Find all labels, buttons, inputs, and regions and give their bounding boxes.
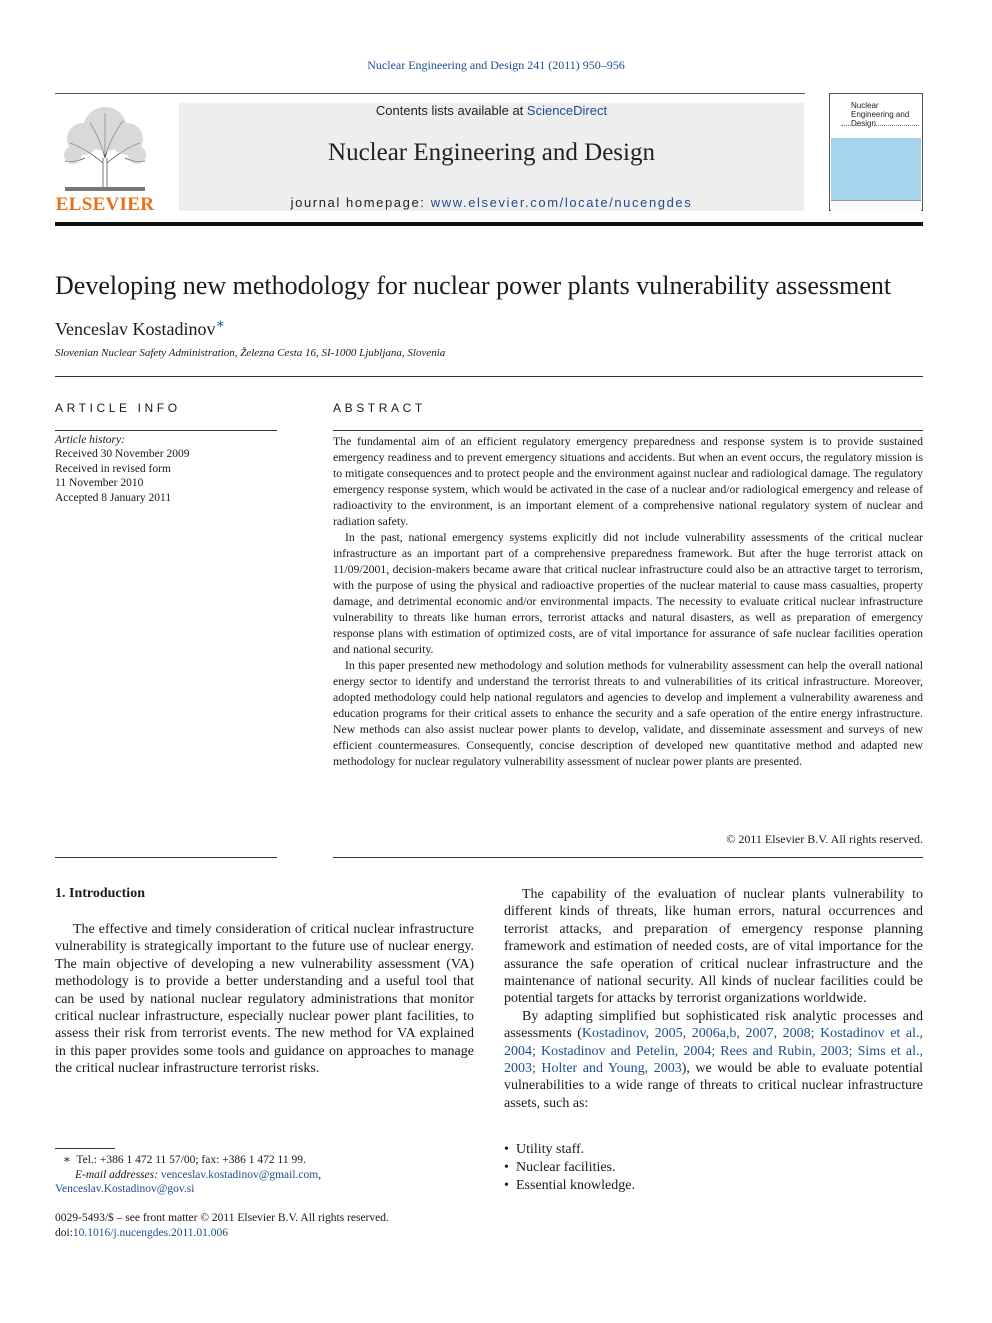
citation-links[interactable]: Kostadinov, 2005, 2006a,b, 2007, 2008; Kostadinov et al., 2004; Kostadinov and Petelin, 2004; Rees and Rubin, 2003; Sims et al., 2003; Holter and Young, 2003 [504, 1026, 923, 1077]
cover-image [831, 138, 921, 200]
cover-subtitle-rule [841, 125, 919, 129]
cover-title: Nuclear Engineering and Design [851, 101, 910, 128]
cover-footer [831, 200, 921, 211]
right-column-text [504, 886, 923, 1112]
issn-line: 0029-5493/$ – see front matter © 2011 Elsevier B.V. All rights reserved. [55, 1212, 389, 1224]
author-line [55, 316, 225, 340]
abstract-paragraph: In this paper presented new methodology and solution methods for vulnerability assessment can help the overall national energy sector to identify and understand the terrorist threats to and vulnerabilities of its critical infrastructure. Moreover, adopted methodology could help national regulators and agencies to develop and implement a vulnerability awareness and education programs for their critical assets to enhance the security and a safe operation of the entire energy infrastructure. New methods can also assist nuclear power plants to develop, validate, and disseminate assessment and surveys of new efficient countermeasures. Consequently, concise description of developed new quantitative method and adapted new methodology for nuclear regulatory vulnerability assessment of nuclear power plants are presented. [333, 658, 923, 768]
title-divider [55, 376, 923, 377]
header-divider [55, 93, 805, 94]
author-affiliation: Slovenian Nuclear Safety Administration, Železna Cesta 16, SI-1000 Ljubljana, Slovenia [55, 347, 446, 359]
corresponding-author-footnote [55, 1153, 475, 1197]
left-column-text [55, 921, 474, 1078]
received-date: Received 30 November 2009 [55, 448, 190, 461]
email-link[interactable]: venceslav.kostadinov@gmail.com [160, 1168, 319, 1181]
paragraph-text: ), we would be able to evaluate potential vulnerabilities to a wide range of threats to critical nuclear infrastructure assets, such as: [504, 1061, 924, 1111]
list-item: • Nuclear facilities. [504, 1159, 923, 1177]
journal-cover-thumbnail [829, 93, 923, 211]
list-item: • Essential knowledge. [504, 1177, 923, 1195]
doi-link[interactable]: 10.1016/j.nucengdes.2011.01.006 [72, 1227, 229, 1239]
paper-title: Developing new methodology for nuclear power plants vulnerability assessment [55, 271, 892, 300]
revised-label: Received in revised form [55, 462, 171, 475]
asset-bullet-list [504, 1141, 923, 1194]
contents-prefix: Contents lists available at [375, 103, 527, 118]
author-name: Venceslav Kostadinov [55, 319, 216, 339]
history-label: Article history: [55, 434, 125, 446]
elsevier-wordmark: ELSEVIER [55, 194, 155, 215]
article-info-heading: ARTICLE INFO [55, 401, 181, 415]
journal-citation[interactable]: Nuclear Engineering and Design 241 (2011) 950–956 [367, 58, 625, 72]
revised-date: 11 November 2010 [55, 477, 144, 490]
cover-title-area [831, 95, 921, 137]
footnote-rule [55, 1148, 115, 1149]
footnote-contact [55, 1153, 475, 1168]
sciencedirect-link[interactable]: ScienceDirect [526, 103, 608, 118]
abstract-heading: ABSTRACT [333, 401, 426, 415]
copyright-notice: © 2011 Elsevier B.V. All rights reserved. [726, 832, 923, 846]
journal-title: Nuclear Engineering and Design [328, 139, 655, 166]
paragraph-text: By adapting simplified but sophisticated risk analytic processes and assessments ( [504, 1008, 923, 1042]
homepage-prefix: journal homepage: [290, 195, 431, 210]
abstract-paragraph: In the past, national emergency systems explicitly did not include vulnerability assessments of the critical nuclear infrastructure as an important part of a comprehensive preparedness framework. But after the huge terrorist attack on 11/09/2001, decision-makers became aware that critical nuclear infrastructure could also be an attractive target to terrorism, with the purpose of using the physical and radioactive properties of the nuclear material to cause mass casualties, property damage, and detrimental economic and/or environmental impacts. The necessity to evaluate critical nuclear infrastructure vulnerability to threats like human errors, terrorist attacks and natural disasters, as well as preparation of emergency response plans with estimation of optimized costs, are of vital importance for assurance of safe nuclear facilities operation and national security. [333, 530, 923, 656]
abstract-rule [333, 430, 923, 431]
abstract-paragraph: The fundamental aim of an efficient regulatory emergency preparedness and response system is to provide sustained emergency readiness and to prevent emergency situations and accidents. But when an event occurs, the regulatory mission is to mitigate consequences and to protect people and the environment against nuclear and radiological damage. The regulatory emergency response system, which would be activated in the case of a nuclear and/or radiological emergency and release of radioactivity to the environment, is an important element of a comprehensive national regulatory system of nuclear and radiation safety. [333, 434, 923, 528]
article-history [55, 433, 277, 505]
tree-icon [55, 103, 155, 193]
list-item: • Utility staff. [504, 1141, 923, 1159]
body-paragraph: The effective and timely consideration of critical nuclear infrastructure vulnerability is strategically important to the future use of nuclear energy. The main objective of developing a new vulnerability assessment (VA) methodology is to provide a better understanding and a useful tool that can be used by national nuclear regulatory administrations that monitor critical nuclear infrastructure, especially nuclear power plant facilities, to assess their risk from terrorist events. The new method for VA explained in this paper provides some tools and guidance on approaches to manage the critical nuclear infrastructure terrorist risks. [55, 922, 474, 1077]
email-label: E-mail addresses: [75, 1168, 158, 1181]
abstract-body [333, 433, 923, 769]
doi-prefix: doi: [55, 1227, 73, 1239]
email-link[interactable]: Venceslav.Kostadinov@gov.si [55, 1183, 195, 1196]
homepage-url-link[interactable]: www.elsevier.com/locate/nucengdes [430, 195, 693, 210]
footnote-email2-line [55, 1182, 475, 1197]
abstract-bottom-rule [333, 857, 923, 858]
doi-line [55, 1226, 475, 1241]
header-thick-rule [55, 222, 923, 226]
contents-available-line [179, 103, 804, 118]
journal-homepage [179, 195, 804, 210]
body-paragraph-with-refs [504, 1008, 923, 1112]
body-paragraph: The capability of the evaluation of nuclear plants vulnerability to different kinds of threats, like human errors, natural occurrences and terrorist attacks, and preparation of emergency response planning framework and estimation of needed costs, are of vital importance for the assurance the safe operation of critical nuclear infrastructure and the maintenance of national security. All kinds of nuclear facilities could be potential targets for attacks by terrorist organizations worldwide. [504, 887, 923, 1007]
accepted-date: Accepted 8 January 2011 [55, 491, 172, 504]
footnote-emails: E-mail addresses: venceslav.kostadinov@gmail.com, [75, 1168, 322, 1181]
introduction-heading: 1. Introduction [55, 886, 145, 901]
footnote-phone: Tel.: +386 1 472 11 57/00; fax: +386 1 472 11 99. [76, 1154, 306, 1166]
author-footnote-mark[interactable]: ∗ [215, 317, 225, 332]
footnote-mark: ∗ [63, 1154, 71, 1166]
article-info-rule [55, 430, 277, 431]
front-matter [55, 1211, 475, 1241]
article-info-bottom-rule [55, 857, 277, 858]
